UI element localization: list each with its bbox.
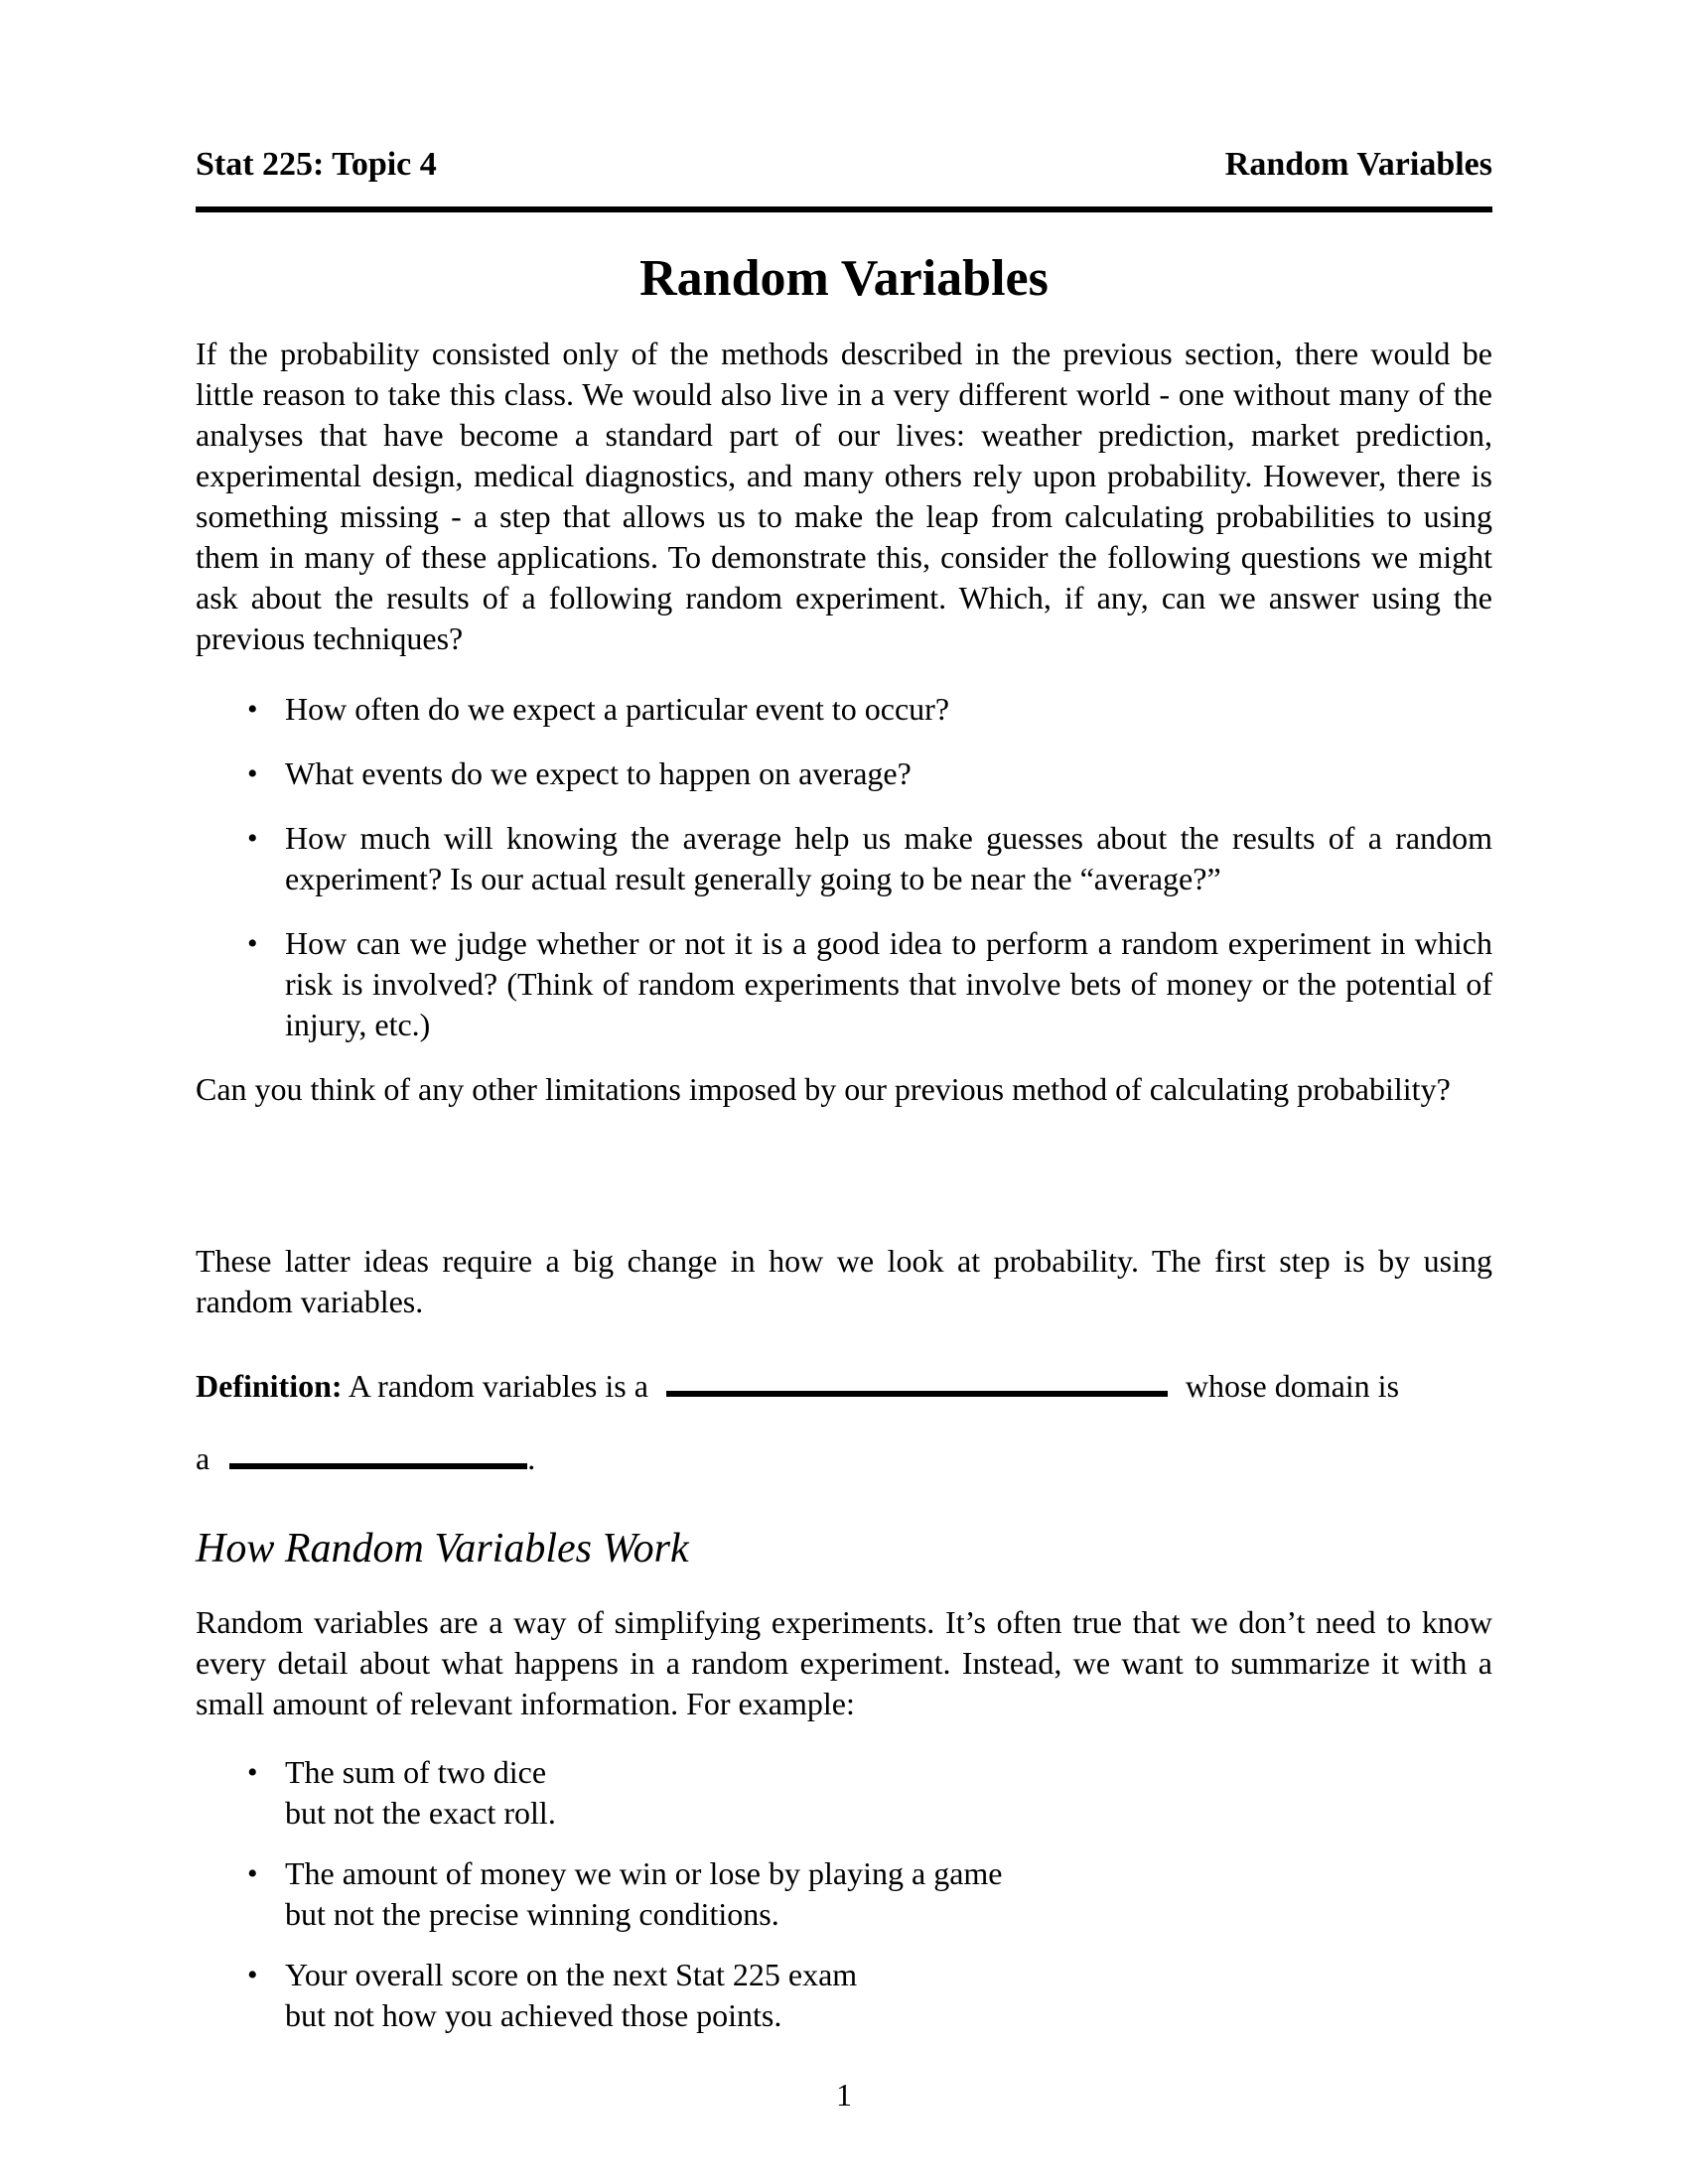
definition-line2 [196, 1438, 1492, 1479]
transition-paragraph: These latter ideas require a big change in how we look at probability. The first step is by using random variables. [196, 1243, 1492, 1319]
example-item [196, 1752, 1492, 1834]
fill-in-blank-long [666, 1387, 1168, 1397]
question-text: How can we judge whether or not it is a good idea to perform a random experiment in which risk is involved? (Think of random experiments that involve bets of money or the potential of injury, etc.) [285, 925, 1492, 1042]
header-rule [196, 206, 1492, 212]
fill-in-blank-short [229, 1459, 527, 1469]
bullet-icon: • [247, 1959, 258, 1991]
example-main: The amount of money we win or lose by playing a game [285, 1855, 1003, 1891]
page-number: 1 [836, 2077, 852, 2113]
bullet-icon: • [247, 1756, 258, 1789]
header-course-label: Stat 225: Topic 4 [196, 146, 437, 183]
definition-line2-prefix: a [196, 1440, 211, 1476]
limitations-paragraph: Can you think of any other limitations imposed by our previous method of calculating probability? [196, 1071, 1451, 1107]
answer-writing-space [196, 1110, 1492, 1241]
definition-label: Definition: [196, 1368, 343, 1404]
example-text [285, 1957, 857, 2033]
header-topic-label: Random Variables [1224, 146, 1492, 183]
bullet-icon: • [247, 693, 258, 726]
bullet-icon: • [247, 757, 258, 790]
question-text: What events do we expect to happen on average? [285, 755, 912, 791]
example-sub: but not the exact roll. [285, 1795, 556, 1831]
definition-text-after: whose domain is [1185, 1368, 1400, 1404]
bullet-icon: • [247, 927, 258, 960]
examples-list [196, 1752, 1492, 2036]
example-main: Your overall score on the next Stat 225 exam [285, 1957, 858, 1992]
bullet-icon: • [247, 1857, 258, 1890]
running-header [196, 0, 1492, 185]
example-text [285, 1855, 1002, 1932]
question-text: How much will knowing the average help us make guesses about the results of a random experiment? Is our actual result generally going to be near the “average?” [285, 820, 1492, 896]
example-sub: but not how you achieved those points. [285, 1997, 782, 2033]
definition-line2-period: . [527, 1440, 536, 1476]
example-item [196, 1853, 1492, 1935]
page-title: Random Variables [639, 250, 1049, 307]
example-text [285, 1754, 556, 1831]
example-item [196, 1955, 1492, 2036]
example-main: The sum of two dice [285, 1754, 547, 1790]
question-text: How often do we expect a particular event to occur? [285, 691, 950, 727]
intro-paragraph: If the probability consisted only of the methods described in the previous section, there would be little reason to take this class. We would also live in a very different world - one without many of the analyses that have become a standard part of our lives: weather prediction, market prediction, experimental design, medical diagnostics, and many others rely upon probability. However, there is something missing - a step that allows us to make the leap from calculating probabilities to using them in many of these applications. To demonstrate this, consider the following questions we might ask about the results of a following random experiment. Which, if any, can we answer using the previous techniques? [196, 336, 1492, 656]
definition-text-before: A random variables is a [348, 1368, 648, 1404]
example-sub: but not the precise winning conditions. [285, 1896, 779, 1932]
bullet-icon: • [247, 822, 258, 855]
question-item [196, 753, 1492, 794]
questions-list [196, 689, 1492, 1045]
section-intro-paragraph: Random variables are a way of simplifying experiments. It’s often true that we don’t need to know every detail about what happens in a random experiment. Instead, we want to summarize it with a small amount of relevant information. For example: [196, 1604, 1492, 1721]
question-item [196, 923, 1492, 1045]
question-item [196, 689, 1492, 730]
question-item [196, 818, 1492, 899]
definition-paragraph [196, 1366, 1492, 1407]
section-heading: How Random Variables Work [196, 1526, 689, 1571]
